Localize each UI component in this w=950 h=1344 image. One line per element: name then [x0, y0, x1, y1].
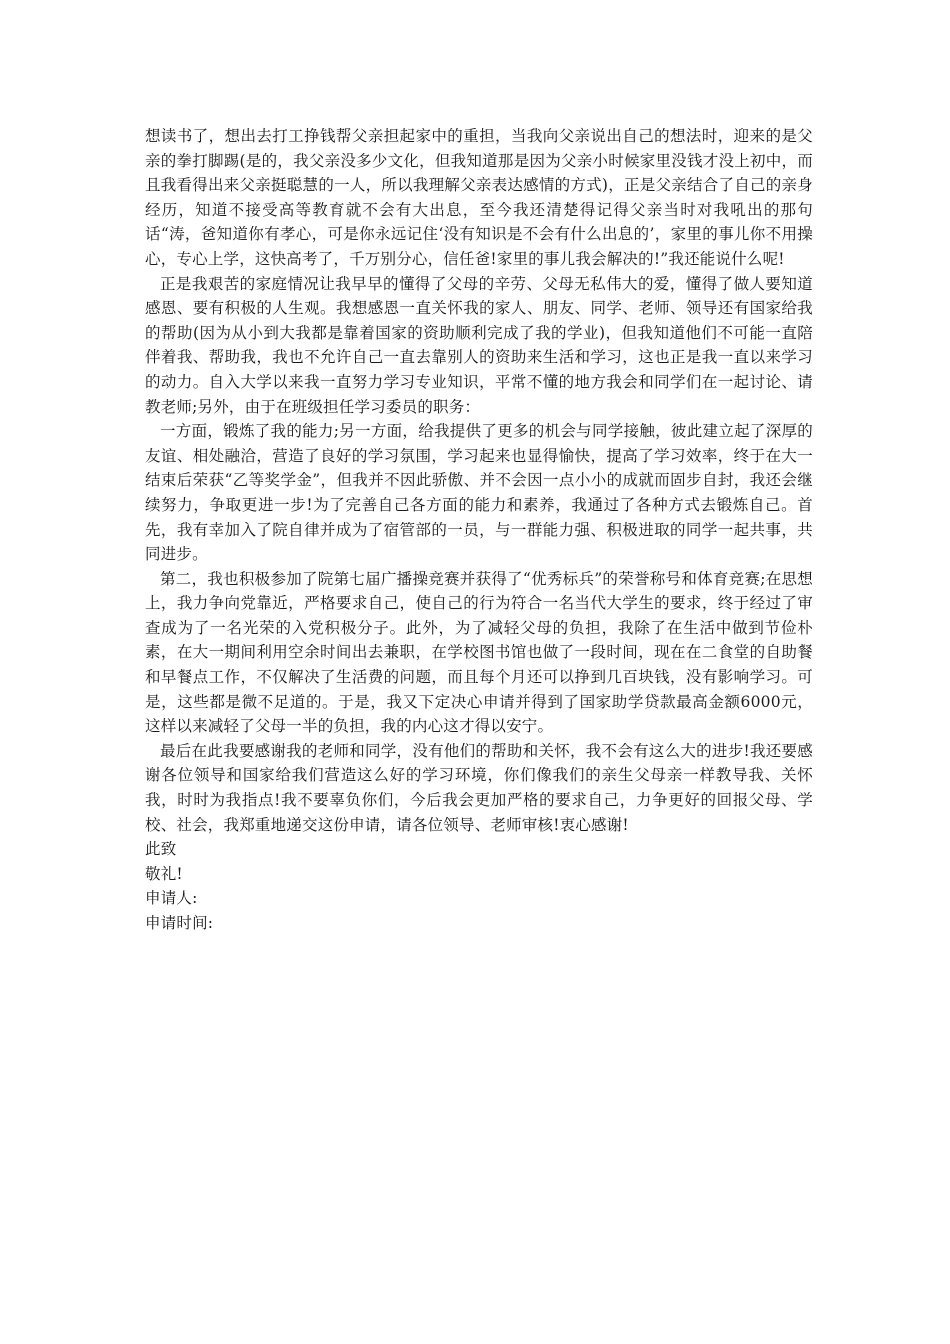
- closing-salutation: 此致: [145, 840, 177, 859]
- closing-regards: 敬礼!: [145, 864, 183, 883]
- paragraph-2: 正是我艰苦的家庭情况让我早早的懂得了父母的辛劳、父母无私伟大的爱，懂得了做人要知道感恩、要有积极的人生观。我想感恩一直关怀我的家人、朋友、同学、老师、领导还有国家给我的帮助(因为从小到大我都是靠着国家的资助顺利完成了我的学业)，但我知道他们不可能一直陪伴着我、帮助我，我也不允许自己一直去靠别人的资助来生活和学习，这也正是我一直以来学习的动力。自入大学以来我一直努力学习专业知识，平常不懂的地方我会和同学们在一起讨论、请教老师;另外，由于在班级担任学习委员的职务：: [145, 274, 813, 416]
- paragraph-1: 想读书了，想出去打工挣钱帮父亲担起家中的重担，当我向父亲说出自己的想法时，迎来的是父亲的拳打脚踢(是的，我父亲没多少文化，但我知道那是因为父亲小时候家里没钱才没上初中，而且我看得出来父亲挺聪慧的一人，所以我理解父亲表达感情的方式)，正是父亲结合了自己的亲身经历，知道不接受高等教育就不会有大出息，至今我还清楚得记得父亲当时对我吼出的那句话“涛，爸知道你有孝心，可是你永远记住‘没有知识是不会有什么出息的’，家里的事儿你不用操心，专心上学，这快高考了，千万别分心，信任爸!家里的事儿我会解决的!”我还能说什么呢!: [145, 127, 813, 268]
- date-label: 申请时间:: [145, 914, 214, 932]
- paragraph-5: 最后在此我要感谢我的老师和同学，没有他们的帮助和关怀，我不会有这么大的进步!我还要感谢各位领导和国家给我们营造这么好的学习环境，你们像我们的亲生父母亲一样教导我、关怀我，时时为我指点!我不要辜负你们，今后我会更加严格的要求自己，力争更好的回报父母、学校、社会，我郑重地递交这份申请，请各位领导、老师审核!衷心感谢!: [145, 741, 813, 834]
- letter-body: [145, 124, 813, 936]
- applicant-label: 申请人:: [145, 889, 198, 908]
- paragraph-4: 第二，我也积极参加了院第七届广播操竞赛并获得了“优秀标兵”的荣誉称号和体育竞赛;在思想上，我力争向党靠近，严格要求自己，使自己的行为符合一名当代大学生的要求，终于经过了审查成为了一名光荣的入党积极分子。此外，为了减轻父母的负担，我除了在生活中做到节俭朴素，在大一期间利用空余时间出去兼职，在学校图书馆也做了一段时间，现在在二食堂的自助餐和早餐点工作，不仅解决了生活费的问题，而且每个月还可以挣到几百块钱，没有影响学习。可是，这些都是微不足道的。于是，我又下定决心申请并得到了国家助学贷款最高金额6000元，这样以来减轻了父母一半的负担，我的内心这才得以安宁。: [145, 569, 813, 736]
- paragraph-3: 一方面，锻炼了我的能力;另一方面，给我提供了更多的机会与同学接触，彼此建立起了深厚的友谊、相处融洽，营造了良好的学习氛围，学习起来也显得愉快，提高了学习效率，终于在大一结束后荣获“乙等奖学金”，但我并不因此骄傲、并不会因一点小小的成就而固步自封，我还会继续努力，争取更进一步!为了完善自己各方面的能力和素养，我通过了各种方式去锻炼自己。首先，我有幸加入了院自律并成为了宿管部的一员，与一群能力强、积极进取的同学一起共事，共同进步。: [145, 422, 813, 564]
